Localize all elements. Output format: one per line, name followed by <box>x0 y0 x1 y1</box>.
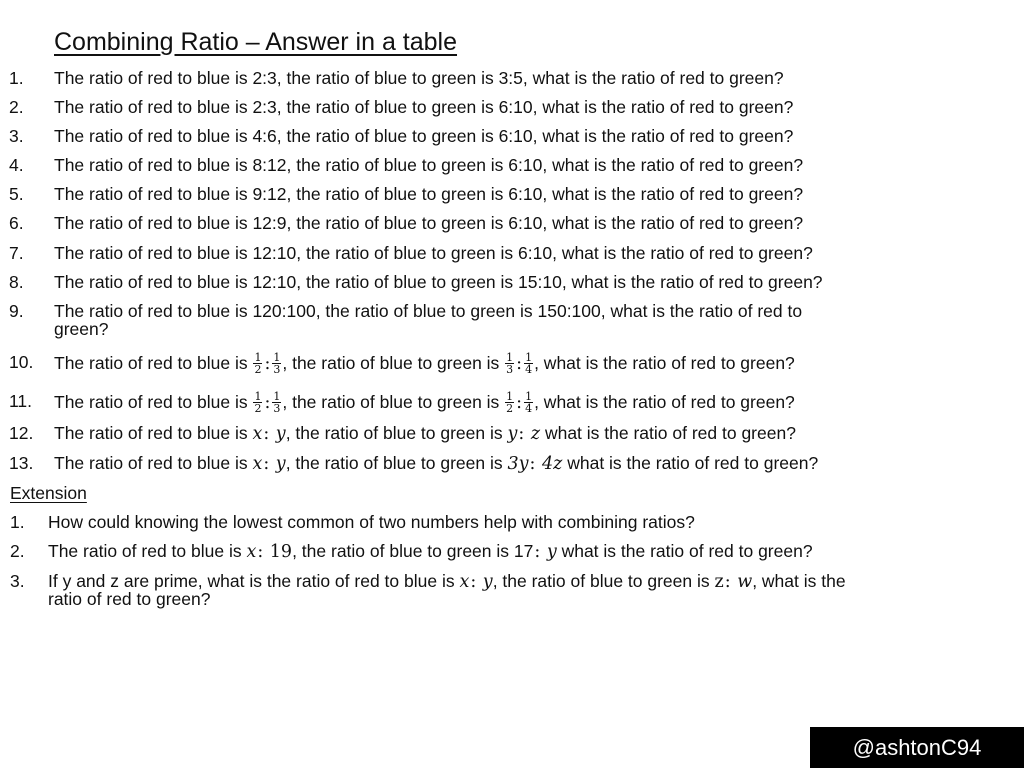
math-variable: y <box>507 424 518 444</box>
extension-text-part: If y and z are prime, what is the ratio of red to blue is <box>48 571 460 591</box>
question-text-part: The ratio of red to blue is <box>54 353 253 374</box>
question-text: The ratio of red to blue is x: y, the ratio of blue to green is 3y: 4z what is the ratio of red to green? <box>54 453 819 474</box>
extension-heading: Extension <box>10 483 87 503</box>
math-number: 19 <box>269 542 293 562</box>
fraction-numerator: 1 <box>273 390 281 403</box>
question-text: The ratio of red to blue is x: y, the ratio of blue to green is y: z what is the ratio of red to green? <box>54 423 796 444</box>
question-text: The ratio of red to blue is 4:6, the ratio of blue to green is 6:10, what is the ratio of red to green? <box>54 126 794 146</box>
question-text: The ratio of red to blue is 8:12, the ratio of blue to green is 6:10, what is the ratio of red to green? <box>54 155 804 175</box>
question-number: 2. <box>9 97 24 117</box>
math-variable: z <box>714 572 724 592</box>
fraction-numerator: 1 <box>525 351 533 364</box>
math-variable: x <box>252 424 263 444</box>
fraction <box>505 391 514 414</box>
math-variable: w <box>737 572 753 592</box>
math-variable: y <box>275 424 286 444</box>
math-variable: z <box>530 424 541 444</box>
math-variable: x <box>246 542 257 562</box>
fraction-denominator: 2 <box>254 402 262 415</box>
extension-text-part: The ratio of red to blue is <box>48 541 247 561</box>
fraction-denominator: 3 <box>273 402 281 415</box>
question-number: 8. <box>9 272 24 292</box>
fraction-denominator: 3 <box>273 363 281 376</box>
fraction-numerator: 1 <box>506 390 514 403</box>
question-text: The ratio of red to blue is 12:10, the ratio of blue to green is 15:10, what is the ratio of red to green? <box>54 272 823 292</box>
math-variable: y <box>482 572 493 592</box>
extension-number: 2. <box>10 541 25 561</box>
question-text-part: , the ratio of blue to green is <box>282 392 505 413</box>
question-number: 7. <box>9 243 24 263</box>
math-variable: y <box>546 542 557 562</box>
question-text: The ratio of red to blue is 2:3, the ratio of blue to green is 3:5, what is the ratio of red to green? <box>54 68 784 88</box>
extension-number: 3. <box>10 571 25 591</box>
question-number: 4. <box>9 155 24 175</box>
fraction-numerator: 1 <box>506 351 514 364</box>
extension-text: The ratio of red to blue is x: 19, the ratio of blue to green is 17: y what is the ratio of red to green? <box>48 541 813 562</box>
fraction-numerator: 1 <box>525 390 533 403</box>
question-text-part: , the ratio of blue to green is <box>285 423 508 443</box>
question-text-part: , the ratio of blue to green is <box>282 353 505 374</box>
author-handle: @ashtonC94 <box>810 727 1024 768</box>
page-title: Combining Ratio – Answer in a table <box>54 28 458 56</box>
fraction <box>524 391 533 414</box>
question-text-part: The ratio of red to blue is <box>54 453 253 473</box>
extension-text-part: , the ratio of blue to green is 17 <box>292 541 534 561</box>
question-text-part: The ratio of red to blue is <box>54 423 253 443</box>
question-number: 6. <box>9 213 24 233</box>
question-number: 12. <box>9 423 34 443</box>
fraction-numerator: 1 <box>254 351 262 364</box>
math-variable: y <box>275 454 286 474</box>
fraction-numerator: 1 <box>273 351 281 364</box>
extension-text-part: , what is the <box>752 571 846 591</box>
extension-number: 1. <box>10 512 25 532</box>
math-variable: 3y <box>507 454 529 474</box>
math-variable: 4z <box>542 454 563 474</box>
question-text-part: The ratio of red to blue is <box>54 392 253 413</box>
question-text: The ratio of red to blue is 2:3, the ratio of blue to green is 6:10, what is the ratio of red to green? <box>54 97 794 117</box>
extension-text-part: , the ratio of blue to green is <box>492 571 715 591</box>
question-text-part: , the ratio of blue to green is <box>285 453 508 473</box>
question-text: The ratio of red to blue is 12:9, the ratio of blue to green is 6:10, what is the ratio of red to green? <box>54 213 804 233</box>
question-number: 3. <box>9 126 24 146</box>
fraction-denominator: 4 <box>525 363 533 376</box>
fraction-denominator: 4 <box>525 402 533 415</box>
question-text-part: , what is the ratio of red to green? <box>534 392 795 413</box>
question-number: 5. <box>9 184 24 204</box>
question-text: The ratio of red to blue is 12:10, the ratio of blue to green is 6:10, what is the ratio of red to green? <box>54 243 813 263</box>
fraction-denominator: 3 <box>506 363 514 376</box>
question-text: The ratio of red to blue is 120:100, the ratio of blue to green is 150:100, what is the ratio of red to <box>54 301 803 321</box>
question-text-part: , what is the ratio of red to green? <box>534 353 795 374</box>
fraction <box>253 391 262 414</box>
question-text-part: what is the ratio of red to green? <box>540 423 796 443</box>
question-number: 11. <box>9 391 33 411</box>
fraction-denominator: 2 <box>254 363 262 376</box>
question-number: 10. <box>9 352 34 372</box>
fraction <box>253 352 262 375</box>
fraction <box>524 352 533 375</box>
fraction <box>272 391 281 414</box>
extension-text-part: what is the ratio of red to green? <box>556 541 813 561</box>
fraction-denominator: 2 <box>506 402 514 415</box>
fraction-numerator: 1 <box>254 390 262 403</box>
fraction <box>505 352 514 375</box>
question-number: 13. <box>9 453 34 473</box>
extension-text: How could knowing the lowest common of two numbers help with combining ratios? <box>48 512 695 532</box>
fraction <box>272 352 281 375</box>
extension-text-line2: ratio of red to green? <box>48 589 211 609</box>
question-text-part: what is the ratio of red to green? <box>562 453 819 473</box>
math-variable: x <box>252 454 263 474</box>
question-text-line2: green? <box>54 319 109 339</box>
question-text: The ratio of red to blue is $\frac{1}{2}$ : $\frac{1}{3}$ , the ratio of blue to green is $\frac{1}{3}$ : $\frac{1}{4}$ , what is the ratio of red to green? <box>54 351 795 376</box>
extension-text: If y and z are prime, what is the ratio of red to blue is x: y, the ratio of blue to green is z: w, what is the <box>48 571 846 592</box>
math-variable: x <box>459 572 470 592</box>
question-number: 9. <box>9 301 24 321</box>
question-number: 1. <box>9 68 24 88</box>
question-text: The ratio of red to blue is 9:12, the ratio of blue to green is 6:10, what is the ratio of red to green? <box>54 184 804 204</box>
question-text: The ratio of red to blue is $\frac{1}{2}$ : $\frac{1}{3}$ , the ratio of blue to green is $\frac{1}{2}$ : $\frac{1}{4}$ , what is the ratio of red to green? <box>54 390 795 415</box>
